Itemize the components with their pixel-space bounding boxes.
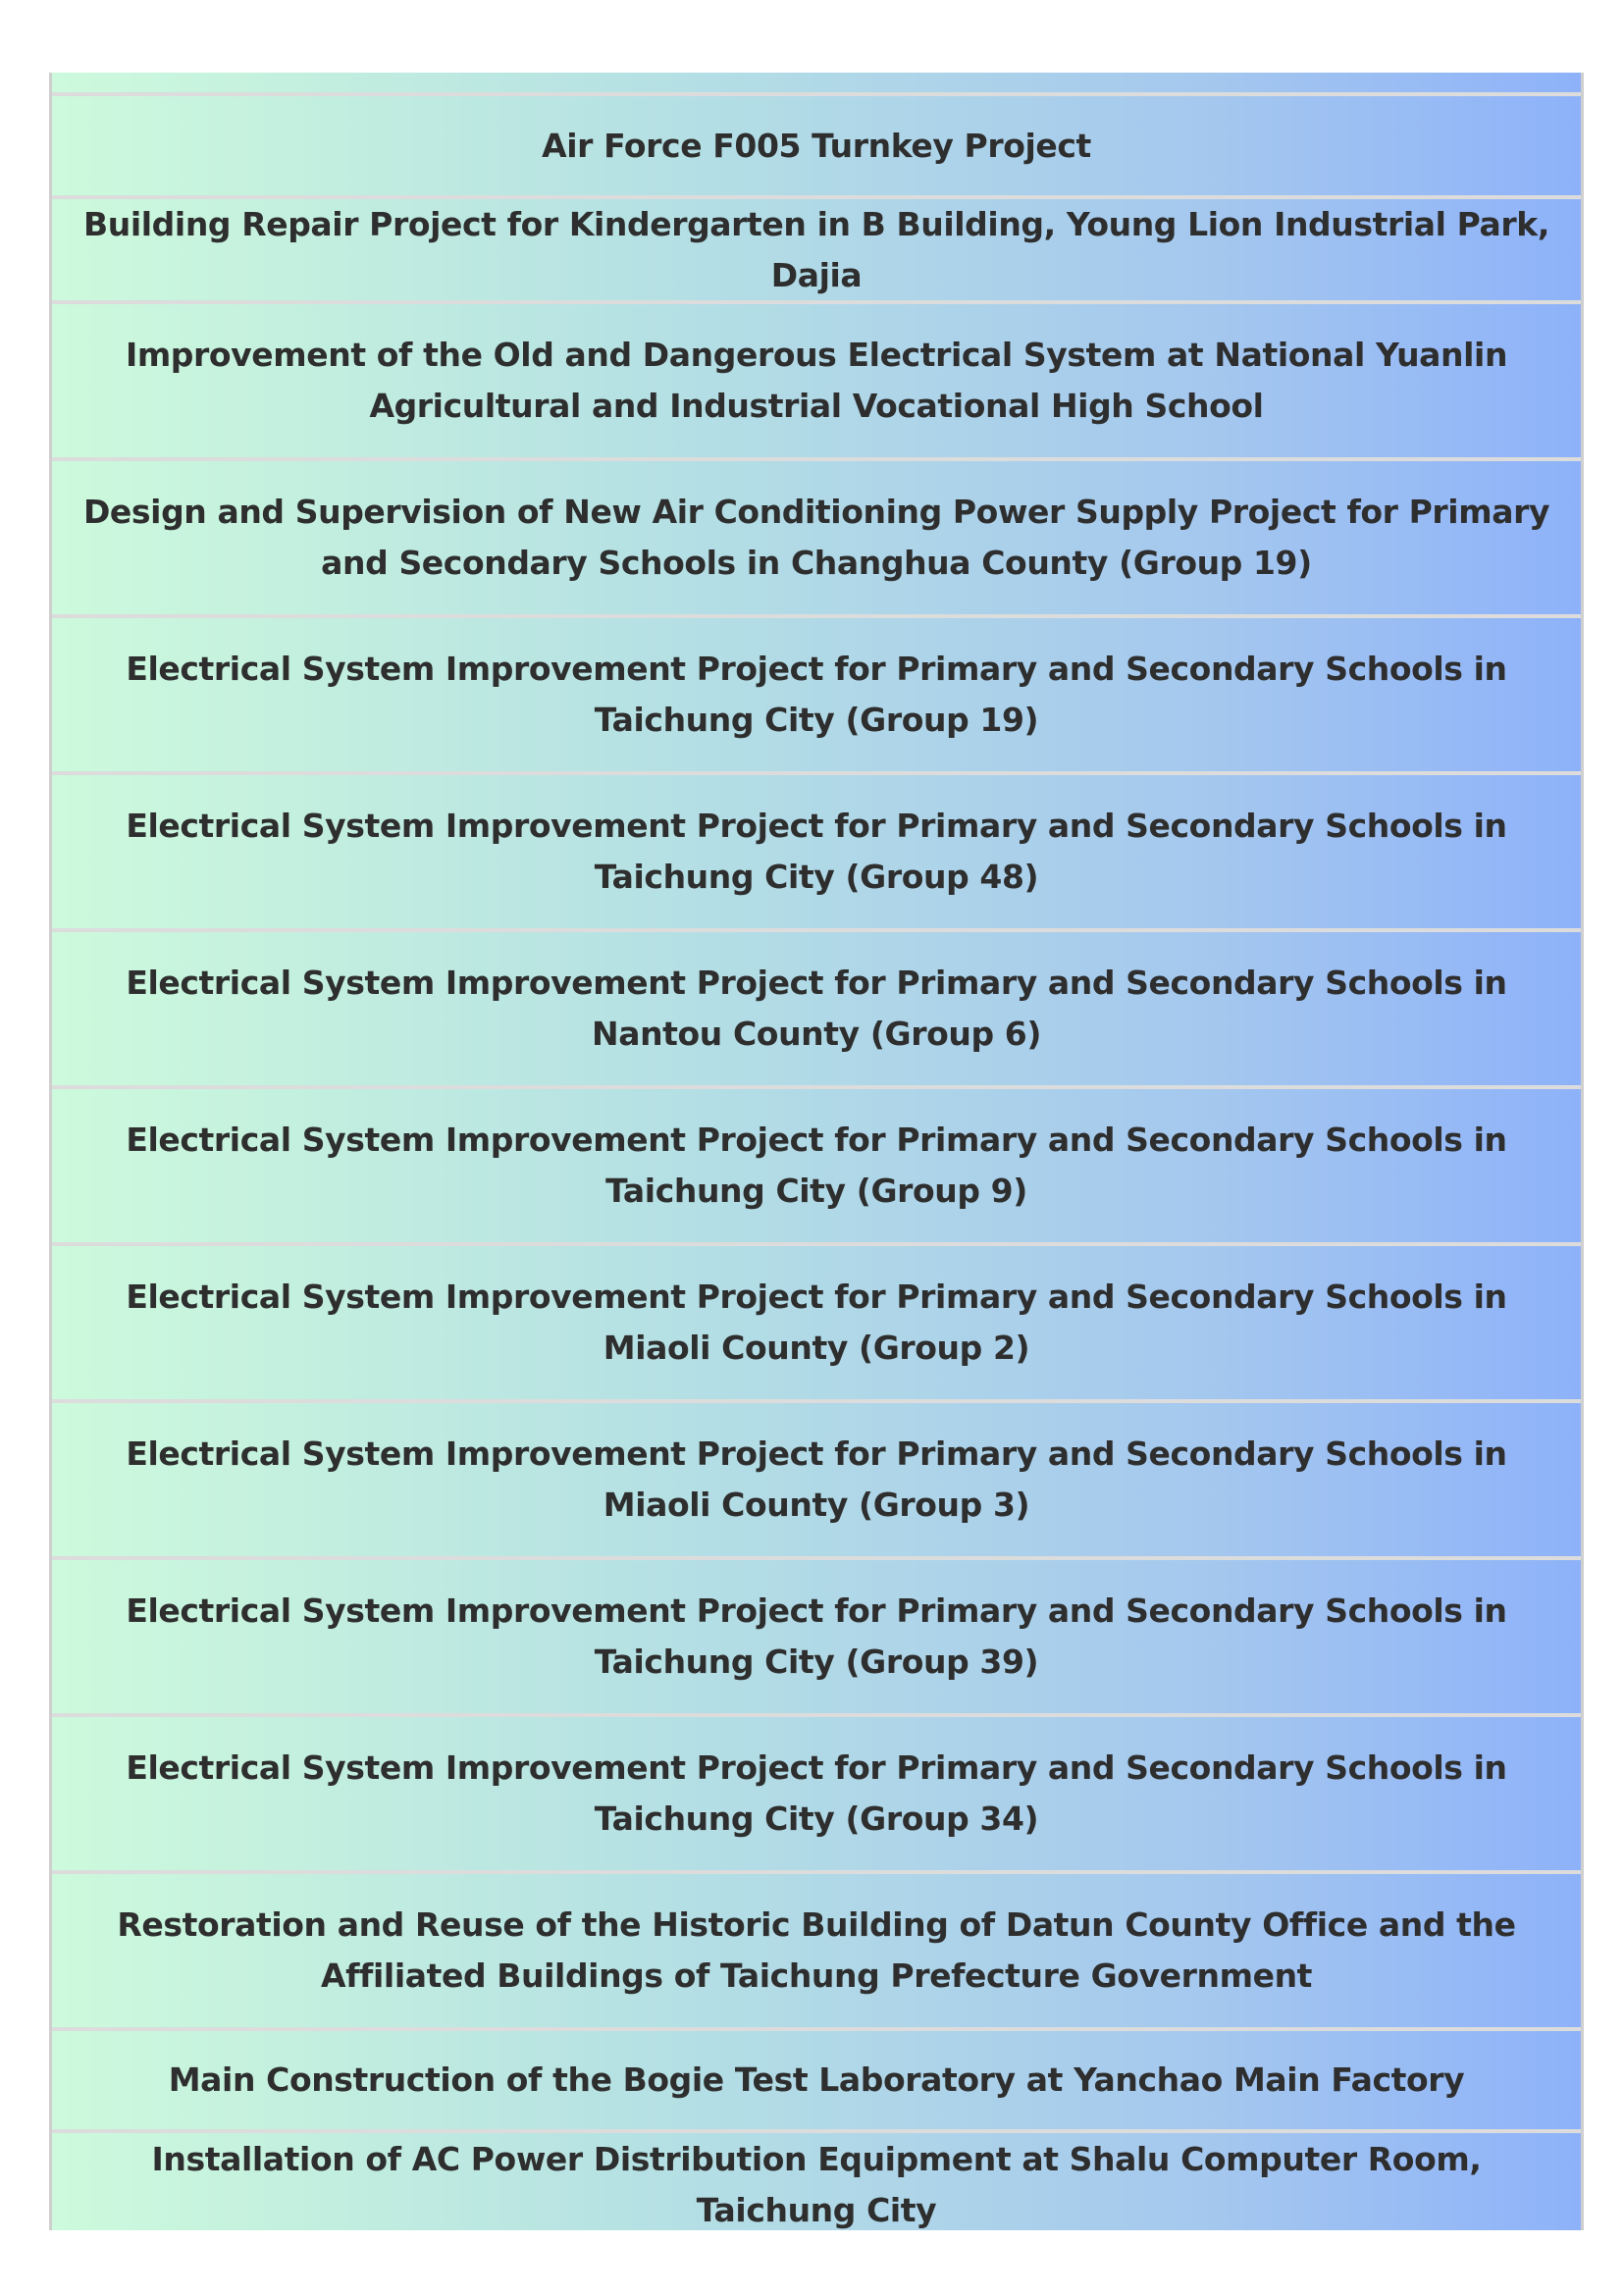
table-row: Electrical System Improvement Project for Primary and Secondary Schools in Taichung City (Group 9) bbox=[126, 1121, 1507, 1210]
table-row: Design and Supervision of New Air Conditioning Power Supply Project for Primary and Secondary Schools in Changhua County (Group 19) bbox=[82, 493, 1550, 582]
table-row: Electrical System Improvement Project for Primary and Secondary Schools in Taichung City (Group 39) bbox=[126, 1591, 1507, 1681]
table-row: Main Construction of the Bogie Test Laboratory at Yanchao Main Factory bbox=[168, 2060, 1465, 2099]
table-row: Electrical System Improvement Project for Primary and Secondary Schools in Nantou County (Group 6) bbox=[126, 964, 1507, 1053]
table-row: Electrical System Improvement Project for Primary and Secondary Schools in Taichung City (Group 19) bbox=[126, 650, 1507, 739]
table-row: Electrical System Improvement Project for Primary and Secondary Schools in Taichung City (Group 48) bbox=[126, 807, 1507, 896]
table-row: Building Repair Project for Kindergarten in B Building, Young Lion Industrial Park, Dajia bbox=[83, 204, 1549, 294]
table-row: Restoration and Reuse of the Historic Building of Datun County Office and the Affiliated Buildings of Taichung Prefecture Government bbox=[117, 1905, 1516, 1995]
table-row: Installation of AC Power Distribution Equipment at Shalu Computer Room, Taichung City bbox=[151, 2140, 1482, 2229]
table-row: Air Force F005 Turnkey Project bbox=[542, 126, 1091, 165]
project-table bbox=[49, 73, 1584, 2230]
table-row: Electrical System Improvement Project for Primary and Secondary Schools in Taichung City (Group 34) bbox=[126, 1748, 1507, 1838]
table-row: Improvement of the Old and Dangerous Electrical System at National Yuanlin Agricultural and Industrial Vocational High School bbox=[125, 336, 1508, 425]
table-row: Electrical System Improvement Project for Primary and Secondary Schools in Miaoli County (Group 2) bbox=[126, 1278, 1507, 1367]
table-row: Electrical System Improvement Project for Primary and Secondary Schools in Miaoli County (Group 3) bbox=[126, 1434, 1507, 1524]
